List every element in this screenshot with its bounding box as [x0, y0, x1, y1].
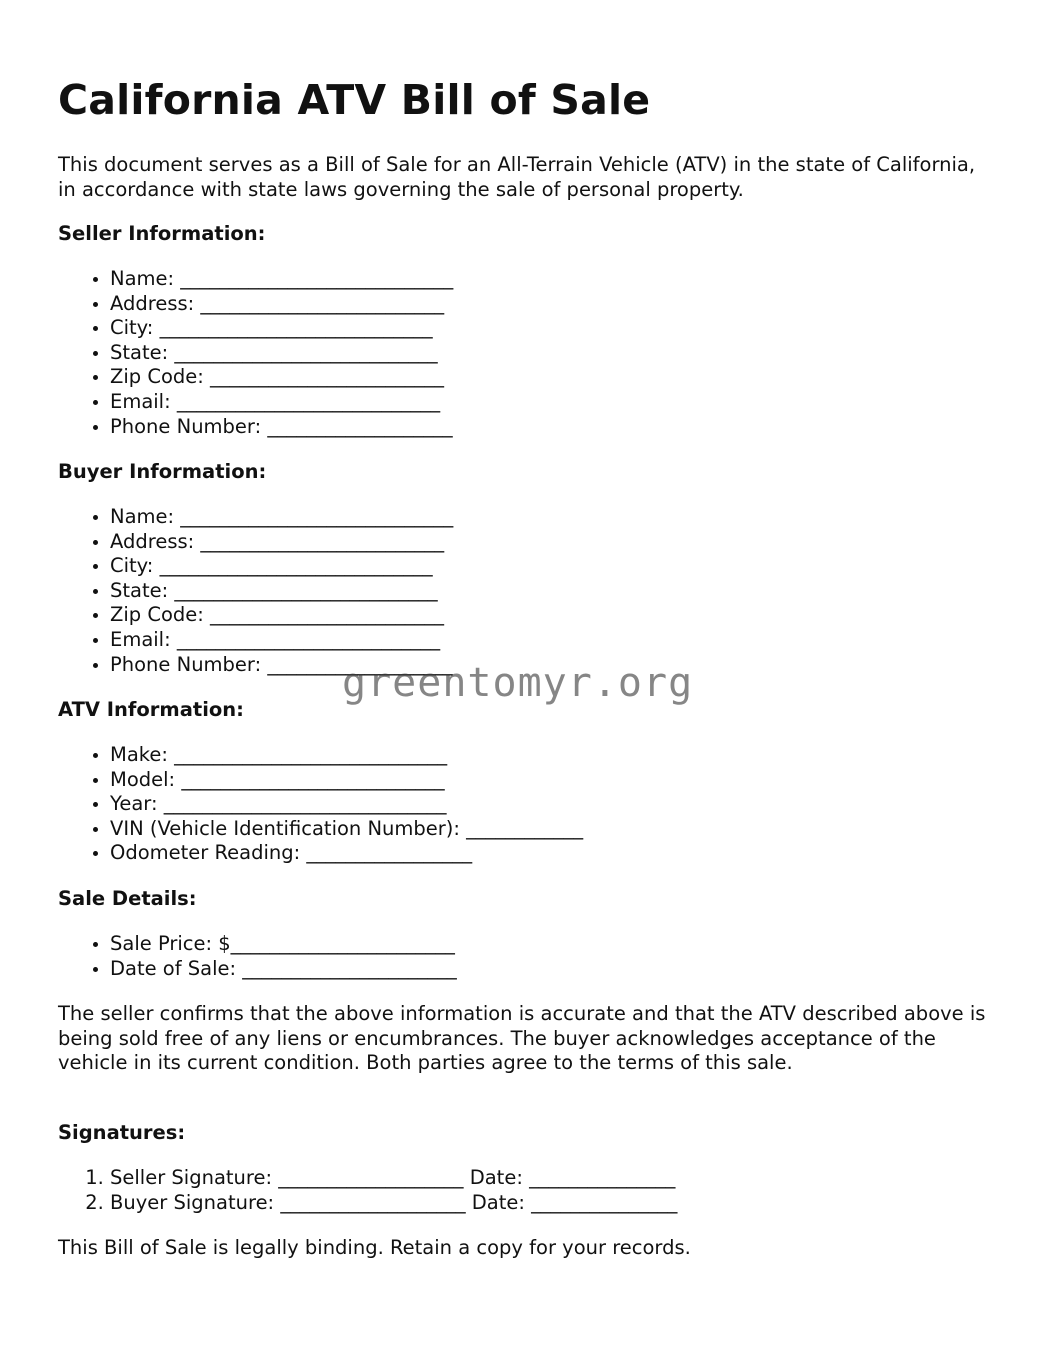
- seller-state-field: • State: ___________________________: [110, 341, 453, 366]
- buyer-city-field: • City: ____________________________: [110, 554, 453, 579]
- sale-heading: Sale Details:: [58, 887, 197, 910]
- atv-vin-field: • VIN (Vehicle Identification Number): ____________: [110, 817, 583, 842]
- buyer-heading: Buyer Information:: [58, 460, 267, 483]
- watermark-text: greentomyr.org: [342, 660, 694, 706]
- atv-year-field: • Year: _____________________________: [110, 792, 583, 817]
- atv-model-field: • Model: ___________________________: [110, 768, 583, 793]
- sale-date-field: • Date of Sale: ______________________: [110, 957, 457, 982]
- seller-city-field: • City: ____________________________: [110, 316, 453, 341]
- buyer-signature-line: 2. Buyer Signature: ___________________ Date: _______________: [110, 1191, 677, 1216]
- sale-price-field: • Sale Price: $_______________________: [110, 932, 457, 957]
- atv-heading: ATV Information:: [58, 698, 244, 721]
- seller-list: [58, 267, 453, 439]
- page-title: California ATV Bill of Sale: [58, 76, 651, 124]
- seller-phone-field: • Phone Number: ___________________: [110, 415, 453, 440]
- atv-odometer-field: • Odometer Reading: _________________: [110, 841, 583, 866]
- buyer-email-field: • Email: ___________________________: [110, 628, 453, 653]
- seller-zip-field: • Zip Code: ________________________: [110, 365, 453, 390]
- buyer-state-field: • State: ___________________________: [110, 579, 453, 604]
- intro-paragraph: This document serves as a Bill of Sale for an All-Terrain Vehicle (ATV) in the state of California, in accordance with state laws governing the sale of personal property.: [58, 153, 976, 201]
- buyer-phone-field: • Phone Number: ___________________: [110, 653, 453, 678]
- buyer-address-field: • Address: _________________________: [110, 530, 453, 555]
- seller-address-field: • Address: _________________________: [110, 292, 453, 317]
- buyer-zip-field: • Zip Code: ________________________: [110, 603, 453, 628]
- signatures-list: [58, 1166, 677, 1215]
- seller-signature-line: 1. Seller Signature: ___________________ Date: _______________: [110, 1166, 677, 1191]
- seller-heading: Seller Information:: [58, 222, 266, 245]
- atv-make-field: • Make: ____________________________: [110, 743, 583, 768]
- closing-paragraph: The seller confirms that the above information is accurate and that the ATV described above is being sold free of any liens or encumbrances. The buyer acknowledges acceptance of the vehicle in its current condition. Both parties agree to the terms of this sale.: [58, 1002, 986, 1075]
- seller-email-field: • Email: ___________________________: [110, 390, 453, 415]
- buyer-name-field: • Name: ____________________________: [110, 505, 453, 530]
- sale-list: [58, 932, 457, 981]
- atv-list: [58, 743, 583, 866]
- signatures-heading: Signatures:: [58, 1121, 186, 1144]
- footer-note: This Bill of Sale is legally binding. Retain a copy for your records.: [58, 1236, 691, 1259]
- seller-name-field: • Name: ____________________________: [110, 267, 453, 292]
- buyer-list: [58, 505, 453, 677]
